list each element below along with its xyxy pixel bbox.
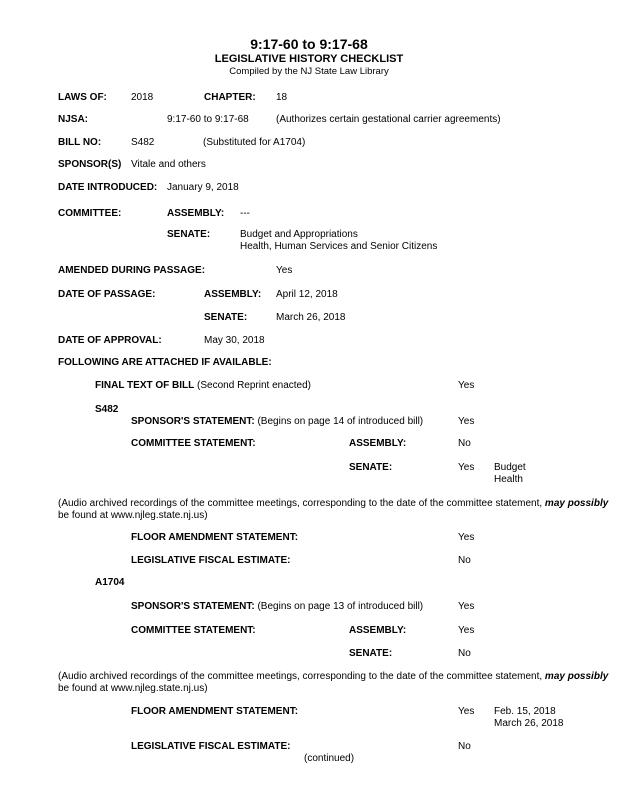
audio-note-2-pre: (Audio archived recordings of the committee meetings, corresponding to the date of the committee statement, <box>58 671 545 682</box>
s482-committee-label: COMMITTEE STATEMENT: <box>131 438 256 449</box>
s482-fiscal-label: LEGISLATIVE FISCAL ESTIMATE: <box>131 555 291 566</box>
audio-note-2-emph: may possibly <box>544 671 609 682</box>
a1704-senate-label: SENATE: <box>349 648 393 659</box>
s482-sponsor-value: Yes <box>458 416 475 427</box>
chapter-label: CHAPTER: <box>204 92 256 103</box>
a1704-floor-value: Yes <box>458 706 475 717</box>
passage-assembly-value: April 12, 2018 <box>276 289 338 300</box>
a1704-assembly-label: ASSEMBLY: <box>349 625 407 636</box>
a1704-floor-label: FLOOR AMENDMENT STATEMENT: <box>131 706 299 717</box>
a1704-fiscal-value: No <box>458 741 471 752</box>
date-of-passage-label: DATE OF PASSAGE: <box>58 289 156 300</box>
a1704-floor-date-2: March 26, 2018 <box>494 718 564 729</box>
committee-label: COMMITTEE: <box>58 208 122 219</box>
audio-note-2-line-1 <box>58 671 608 683</box>
njsa-description: (Authorizes certain gestational carrier agreements) <box>276 114 501 125</box>
audio-note-line-1 <box>58 498 608 510</box>
s482-senate-committee-1: Budget <box>494 462 526 473</box>
a1704-sponsor-value: Yes <box>458 601 475 612</box>
final-text-note: (Second Reprint enacted) <box>197 380 312 391</box>
a1704-senate-value: No <box>458 648 471 659</box>
page-title: 9:17-60 to 9:17-68 <box>250 36 368 52</box>
audio-note-pre: (Audio archived recordings of the committee meetings, corresponding to the date of the committee statement, <box>58 498 545 509</box>
passage-senate-label: SENATE: <box>204 312 248 323</box>
a1704-fiscal-label: LEGISLATIVE FISCAL ESTIMATE: <box>131 741 291 752</box>
date-introduced-value: January 9, 2018 <box>167 182 239 193</box>
passage-assembly-label: ASSEMBLY: <box>204 289 262 300</box>
laws-of-label: LAWS OF: <box>58 92 107 103</box>
s482-fiscal-value: No <box>458 555 471 566</box>
attached-heading: FOLLOWING ARE ATTACHED IF AVAILABLE: <box>58 357 272 368</box>
continued-note: (continued) <box>304 753 355 764</box>
audio-note-2-line-2: be found at www.njleg.state.nj.us) <box>58 683 208 694</box>
page-subtitle: LEGISLATIVE HISTORY CHECKLIST <box>214 53 404 65</box>
a1704-sponsor-row <box>131 601 423 613</box>
bill-no-value: S482 <box>131 137 155 148</box>
sponsors-value: Vitale and others <box>131 159 206 170</box>
committee-assembly-label: ASSEMBLY: <box>167 208 225 219</box>
a1704-assembly-value: Yes <box>458 625 475 636</box>
njsa-range: 9:17-60 to 9:17-68 <box>167 114 249 125</box>
s482-label: S482 <box>95 404 119 415</box>
amended-value: Yes <box>276 265 293 276</box>
committee-senate-value-1: Budget and Appropriations <box>240 229 358 240</box>
compiled-by: Compiled by the NJ State Law Library <box>229 66 389 77</box>
a1704-sponsor-note: (Begins on page 13 of introduced bill) <box>257 601 424 612</box>
s482-assembly-value: No <box>458 438 471 449</box>
passage-senate-value: March 26, 2018 <box>276 312 346 323</box>
s482-floor-value: Yes <box>458 532 475 543</box>
s482-senate-value: Yes <box>458 462 475 473</box>
date-introduced-label: DATE INTRODUCED: <box>58 182 158 193</box>
audio-note-line-2: be found at www.njleg.state.nj.us) <box>58 510 208 521</box>
s482-floor-label: FLOOR AMENDMENT STATEMENT: <box>131 532 299 543</box>
a1704-label: A1704 <box>95 577 125 588</box>
laws-of-year: 2018 <box>131 92 154 103</box>
bill-no-label: BILL NO: <box>58 137 102 148</box>
final-text-row <box>95 380 311 392</box>
committee-assembly-value: --- <box>240 208 250 219</box>
committee-senate-label: SENATE: <box>167 229 211 240</box>
final-text-label: FINAL TEXT OF BILL <box>95 380 195 391</box>
chapter-value: 18 <box>276 92 288 103</box>
amended-label: AMENDED DURING PASSAGE: <box>58 265 206 276</box>
substituted-for: (Substituted for A1704) <box>203 137 306 148</box>
s482-sponsor-row <box>131 416 423 428</box>
audio-note-emph: may possibly <box>544 498 609 509</box>
s482-sponsor-label: SPONSOR'S STATEMENT: <box>131 416 255 427</box>
sponsors-label: SPONSOR(S) <box>58 159 122 170</box>
njsa-label: NJSA: <box>58 114 89 125</box>
committee-senate-value-2: Health, Human Services and Senior Citizens <box>240 241 438 252</box>
s482-sponsor-note: (Begins on page 14 of introduced bill) <box>257 416 424 427</box>
a1704-committee-label: COMMITTEE STATEMENT: <box>131 625 256 636</box>
final-text-value: Yes <box>458 380 475 391</box>
a1704-sponsor-label: SPONSOR'S STATEMENT: <box>131 601 255 612</box>
date-of-approval-label: DATE OF APPROVAL: <box>58 335 162 346</box>
s482-senate-label: SENATE: <box>349 462 393 473</box>
date-of-approval-value: May 30, 2018 <box>204 335 265 346</box>
a1704-floor-date-1: Feb. 15, 2018 <box>494 706 556 717</box>
s482-senate-committee-2: Health <box>494 474 523 485</box>
s482-assembly-label: ASSEMBLY: <box>349 438 407 449</box>
